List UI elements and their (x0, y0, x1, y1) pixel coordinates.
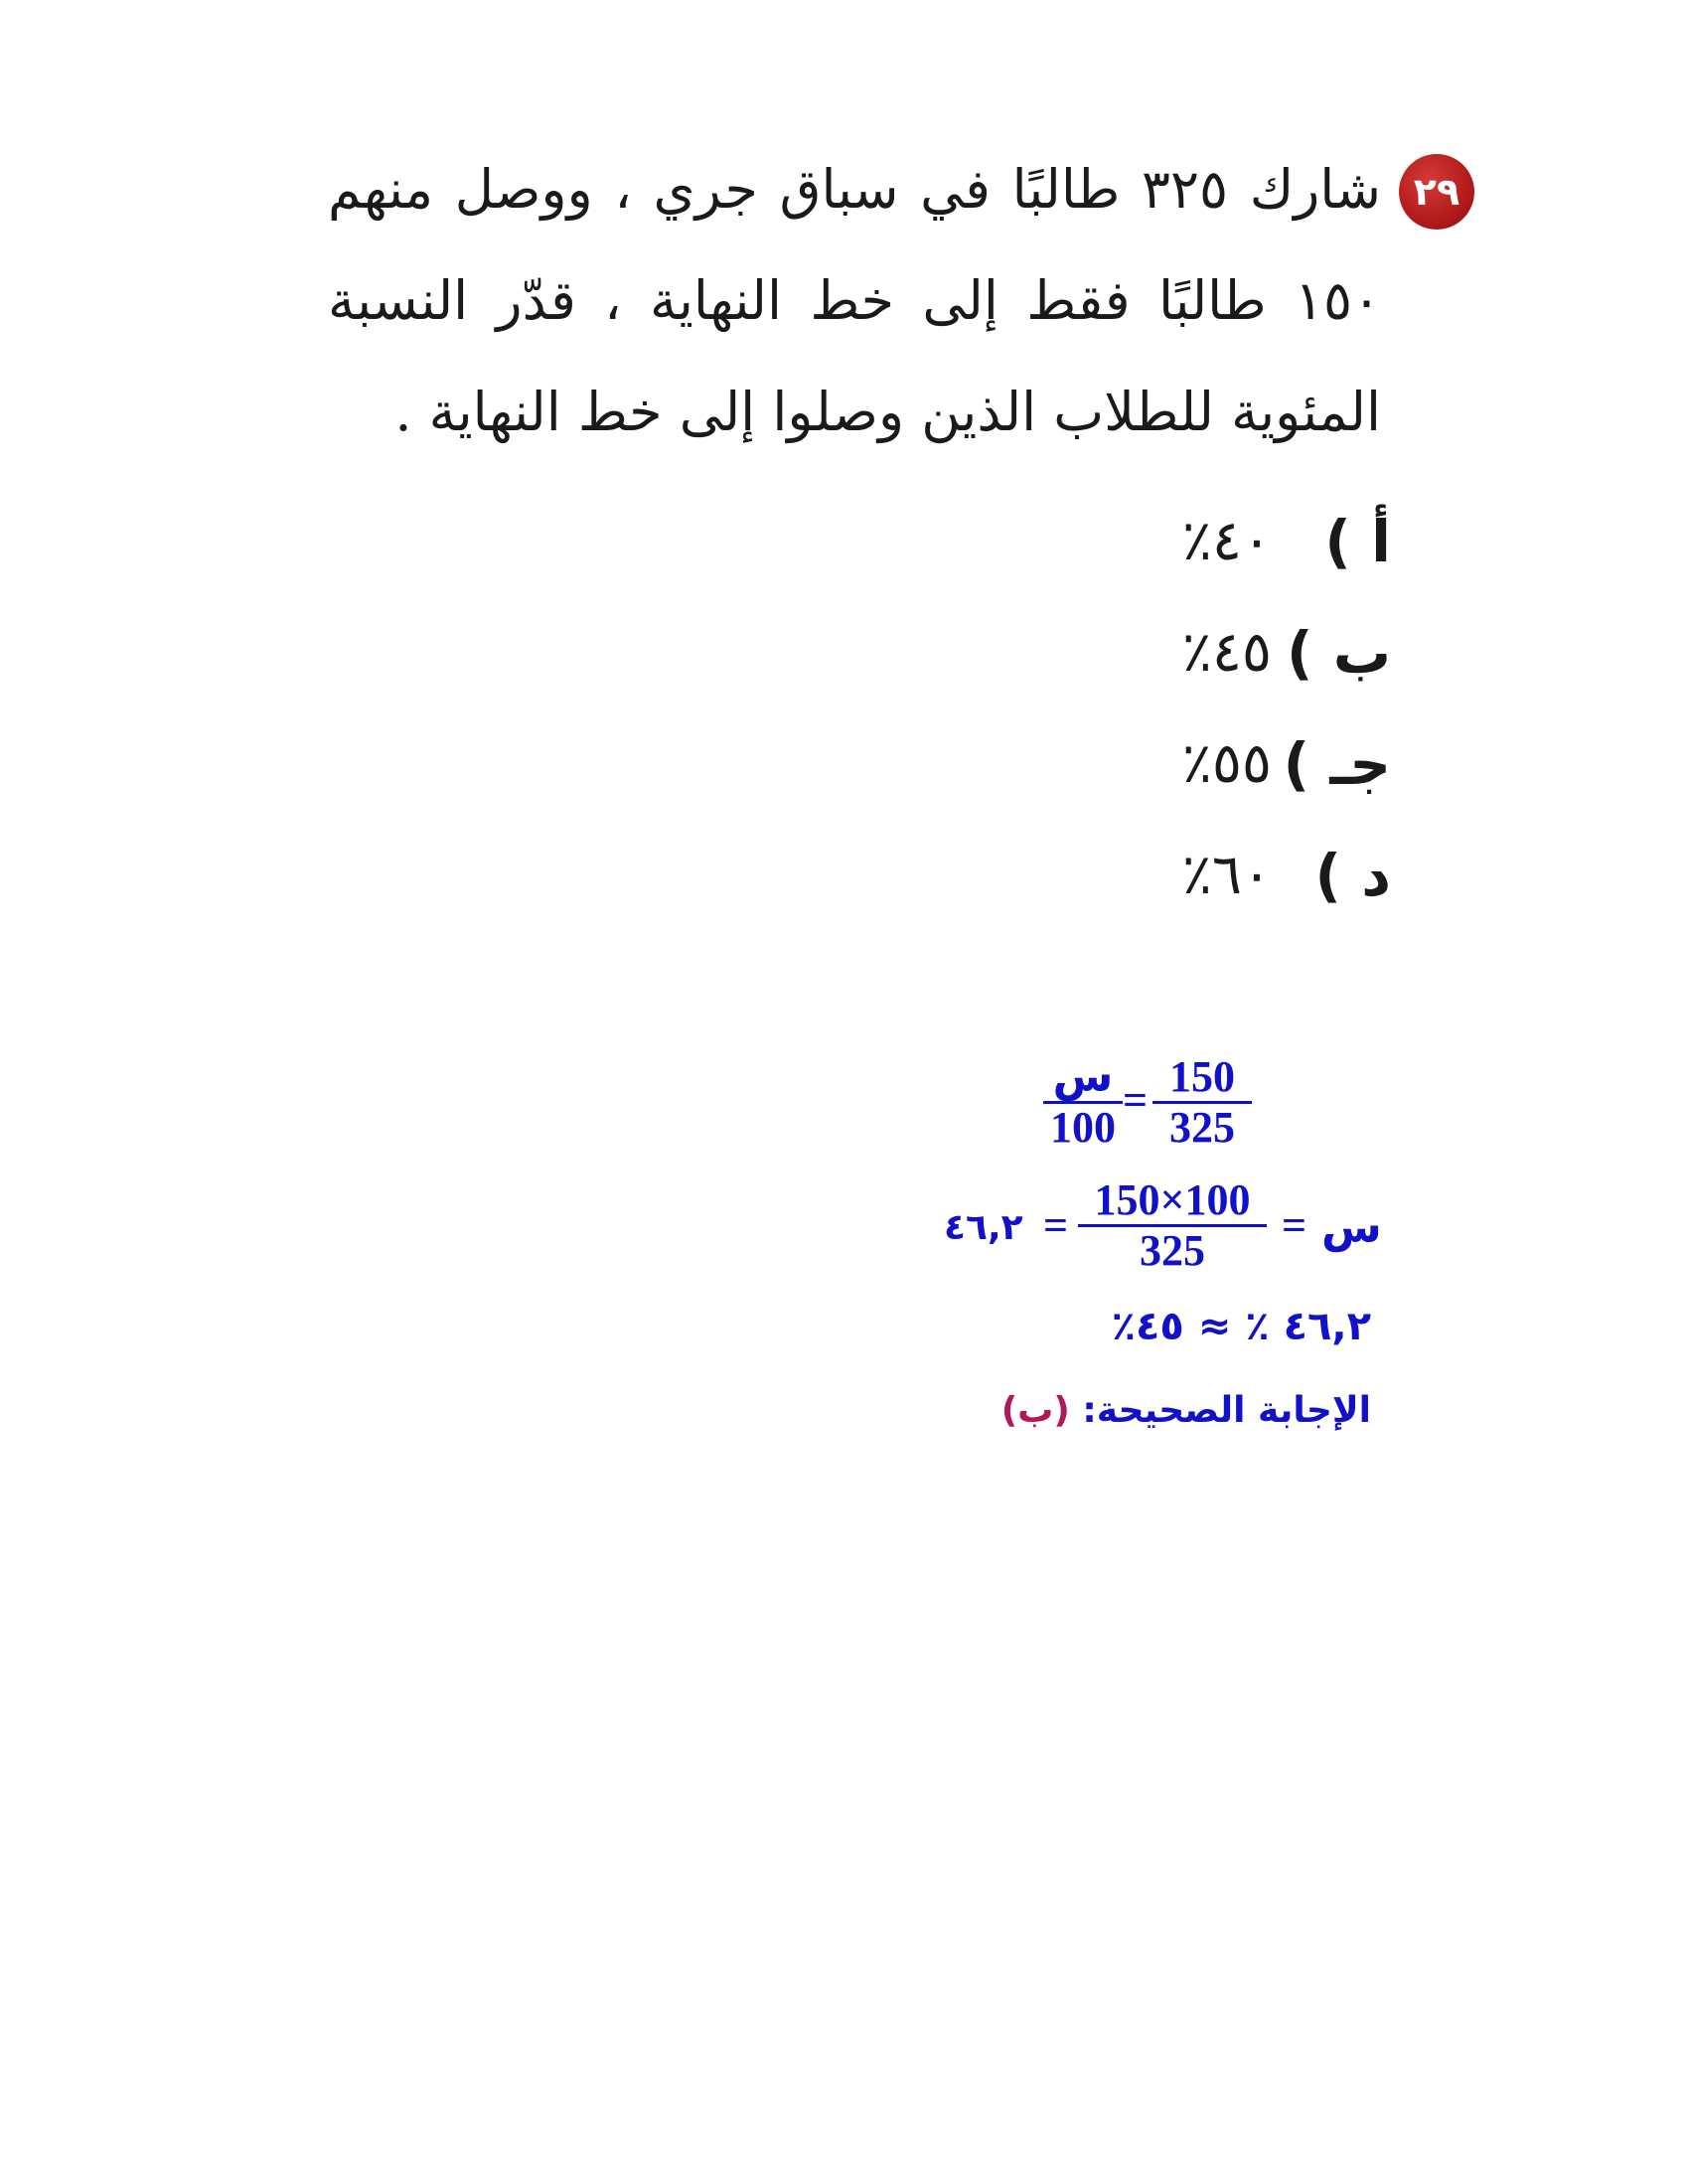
fraction-denominator: 100 (1050, 1103, 1116, 1152)
correct-answer-line (1001, 1386, 1371, 1436)
solution-block (894, 1051, 1382, 1471)
question-text: شارك ٣٢٥ طالبًا في سباق جري ، ووصل منهم ١٥٠ طالبًا فقط إلى خط النهاية ، قدّر النسبة المئوية للطلاب الذين وصلوا إلى خط النهاية . (328, 158, 1382, 443)
question-block (298, 124, 1490, 462)
option-a-value: ٤٠٪ (1181, 509, 1272, 573)
fraction-numerator: 150 (1152, 1053, 1252, 1104)
fraction-x-100 (1043, 1053, 1123, 1152)
option-a-letter: أ ) (1324, 508, 1391, 575)
fraction-numerator: س (1043, 1053, 1123, 1104)
approximation-line: ٤٦,٢ ٪ ≈ ٤٥٪ (1111, 1304, 1371, 1349)
option-c-value: ٥٥٪ (1181, 731, 1272, 796)
question-number-badge: ٢٩ (1399, 154, 1474, 230)
equals-sign: = (1123, 1076, 1149, 1125)
option-a (1093, 497, 1391, 586)
option-d-value: ٦٠٪ (1181, 843, 1272, 907)
option-c (1093, 719, 1391, 809)
option-d-letter: د ) (1314, 842, 1391, 909)
equals-sign: = (1282, 1201, 1307, 1250)
fraction-denominator: 325 (1140, 1226, 1205, 1275)
result-value: ٤٦,٢ (944, 1207, 1023, 1248)
option-b-letter: ب ) (1287, 619, 1391, 687)
fraction-150-325 (1152, 1053, 1252, 1152)
correct-answer-label: الإجابة الصحيحة: (1082, 1390, 1371, 1431)
correct-answer-value: (ب) (1000, 1390, 1070, 1431)
fraction-denominator: 325 (1169, 1103, 1235, 1152)
option-c-letter: جـ ) (1283, 730, 1391, 798)
option-b-value: ٤٥٪ (1181, 620, 1272, 685)
fraction-product (1078, 1176, 1267, 1275)
option-b (1093, 608, 1391, 698)
variable-x: س (1321, 1202, 1382, 1253)
option-d (1093, 831, 1391, 920)
equals-sign: = (1043, 1201, 1069, 1250)
fraction-numerator: 150×100 (1078, 1176, 1267, 1227)
